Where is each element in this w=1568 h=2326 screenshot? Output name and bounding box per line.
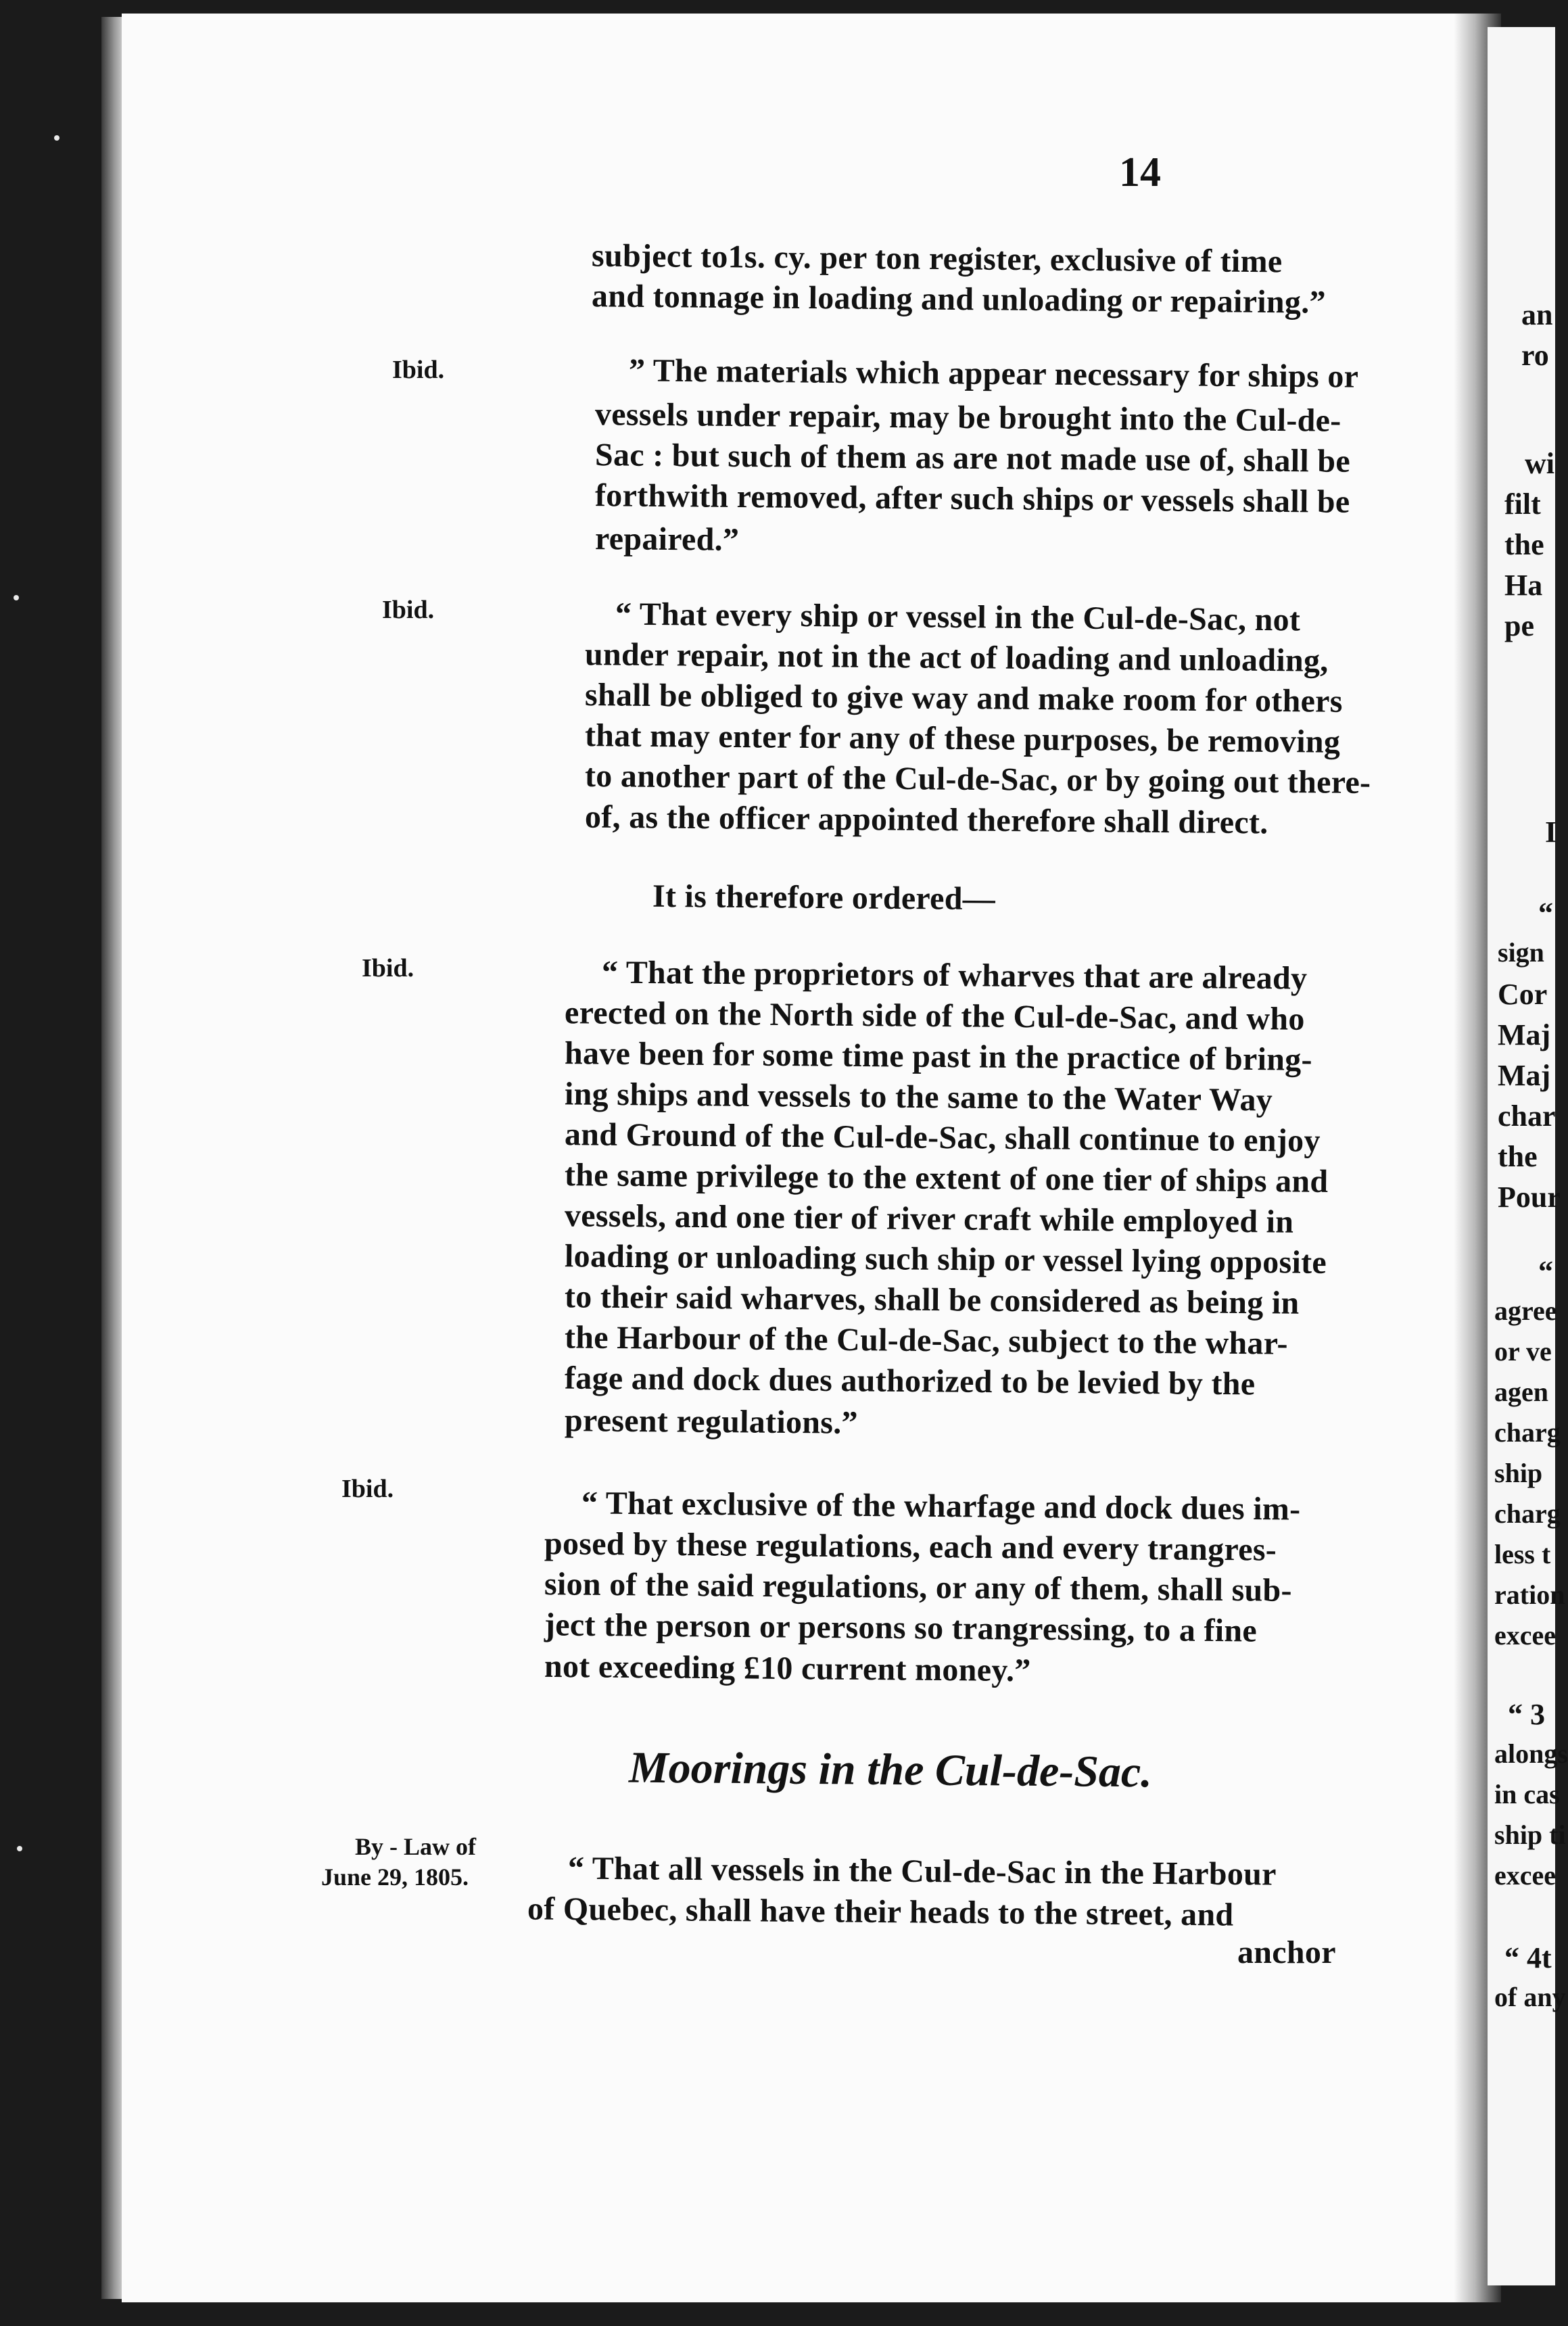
text-line: ject the person or persons so trangressing, to a fine — [544, 1607, 1258, 1649]
text-fragment: Cor — [1498, 978, 1548, 1011]
book-page-left — [122, 14, 1471, 2302]
text-line: fage and dock dues authorized to be levied by the — [564, 1360, 1256, 1402]
text-line: sion of the said regulations, or any of them, shall sub- — [544, 1566, 1293, 1609]
text-fragment: excee — [1494, 1860, 1557, 1891]
text-line: to another part of the Cul-de-Sac, or by going out there- — [584, 757, 1371, 801]
text-fragment: an — [1521, 298, 1553, 331]
margin-note: Ibid. — [362, 954, 414, 982]
margin-note: Ibid. — [382, 596, 435, 624]
section-heading: Moorings in the Cul-de-Sac. — [628, 1742, 1153, 1797]
text-line: of Quebec, shall have their heads to the street, and — [527, 1891, 1234, 1933]
text-fragment: wi — [1525, 447, 1554, 480]
book-page-right — [1488, 27, 1568, 2285]
text-line: Sac : but such of them as are not made use of, shall be — [594, 437, 1351, 479]
text-fragment: charg — [1494, 1498, 1561, 1529]
text-line: “ That the proprietors of wharves that are already — [601, 954, 1308, 997]
text-line: “ That all vessels in the Cul-de-Sac in the Harbour — [567, 1850, 1277, 1893]
text-line: the Harbour of the Cul-de-Sac, subject to the whar- — [564, 1319, 1289, 1362]
text-line: vessels, and one tier of river craft while employed in — [564, 1197, 1294, 1240]
text-line: posed by these regulations, each and every trangres- — [544, 1525, 1277, 1568]
text-line: shall be obliged to give way and make room for others — [584, 677, 1344, 719]
text-line: erected on the North side of the Cul-de-Sac, and who — [564, 995, 1305, 1037]
text-line: repaired.” — [594, 521, 740, 558]
text-line: ing ships and vessels to the same to the Water Way — [564, 1076, 1273, 1118]
text-fragment: “ 3 — [1508, 1698, 1545, 1731]
text-line: ” The materials which appear necessary for ships or — [628, 352, 1359, 395]
text-fragment: pe — [1504, 609, 1534, 642]
text-fragment: the — [1504, 528, 1544, 561]
text-line: the same privilege to the extent of one tier of ships and — [564, 1157, 1329, 1200]
catchword: anchor — [1237, 1935, 1336, 1970]
text-line: of, as the officer appointed therefore shall direct. — [584, 799, 1268, 841]
margin-note: By - Law of — [355, 1833, 476, 1860]
text-fragment: “ — [1538, 1255, 1553, 1288]
text-fragment: ship ti — [1494, 1820, 1566, 1850]
text-fragment: Maj — [1498, 1059, 1551, 1092]
page-number: 14 — [1119, 149, 1161, 195]
text-line: loading or unloading such ship or vessel lying opposite — [564, 1238, 1327, 1281]
text-fragment: filt — [1504, 488, 1541, 521]
text-line: subject to1s. cy. per ton register, exclusive of time — [591, 237, 1283, 280]
text-fragment: in cas — [1494, 1779, 1560, 1809]
margin-note: June 29, 1805. — [321, 1864, 469, 1891]
text-line: that may enter for any of these purposes, be removing — [584, 717, 1341, 760]
text-fragment: agree — [1494, 1296, 1557, 1326]
dust-speck — [54, 135, 60, 141]
text-line: “ That exclusive of the wharfage and dock dues im- — [581, 1485, 1301, 1527]
text-fragment: “ — [1538, 897, 1553, 930]
text-fragment: ration — [1494, 1580, 1565, 1610]
text-line: forthwith removed, after such ships or vessels shall be — [594, 477, 1350, 520]
text-fragment: or ve — [1494, 1336, 1552, 1367]
text-fragment: sign — [1498, 937, 1544, 968]
text-line: have been for some time past in the practice of bring- — [564, 1035, 1313, 1078]
text-fragment: Maj — [1498, 1018, 1551, 1051]
text-fragment: charg — [1494, 1417, 1561, 1448]
text-fragment: alongs — [1494, 1738, 1568, 1769]
text-line: to their said wharves, shall be considered as being in — [564, 1279, 1300, 1321]
text-line: It is therefore ordered— — [652, 878, 996, 918]
text-fragment: ship — [1494, 1458, 1543, 1488]
text-fragment: the — [1498, 1140, 1538, 1173]
text-line: and Ground of the Cul-de-Sac, shall continue to enjoy — [564, 1116, 1321, 1159]
text-line: not exceeding £10 current money.” — [544, 1648, 1031, 1689]
text-fragment: agen — [1494, 1377, 1548, 1407]
text-fragment: Pour — [1498, 1181, 1561, 1214]
text-fragment: of any — [1494, 1982, 1566, 2012]
text-fragment: I — [1545, 815, 1557, 849]
text-fragment: less t — [1494, 1539, 1551, 1569]
text-fragment: excee — [1494, 1620, 1557, 1651]
dust-speck — [17, 1846, 22, 1851]
text-line: present regulations.” — [564, 1402, 859, 1441]
text-fragment: ro — [1521, 339, 1549, 372]
margin-note: Ibid. — [392, 356, 445, 384]
text-fragment: char — [1498, 1099, 1556, 1133]
text-line: vessels under repair, may be brought into the Cul-de- — [594, 396, 1341, 439]
dust-speck — [14, 595, 19, 600]
text-line: and tonnage in loading and unloading or repairing.” — [591, 278, 1327, 321]
text-line: “ That every ship or vessel in the Cul-de-Sac, not — [615, 596, 1301, 638]
text-line: under repair, not in the act of loading and unloading, — [584, 636, 1329, 679]
text-fragment: “ 4t — [1504, 1941, 1552, 1974]
margin-note: Ibid. — [341, 1475, 394, 1503]
text-fragment: Ha — [1504, 569, 1543, 602]
